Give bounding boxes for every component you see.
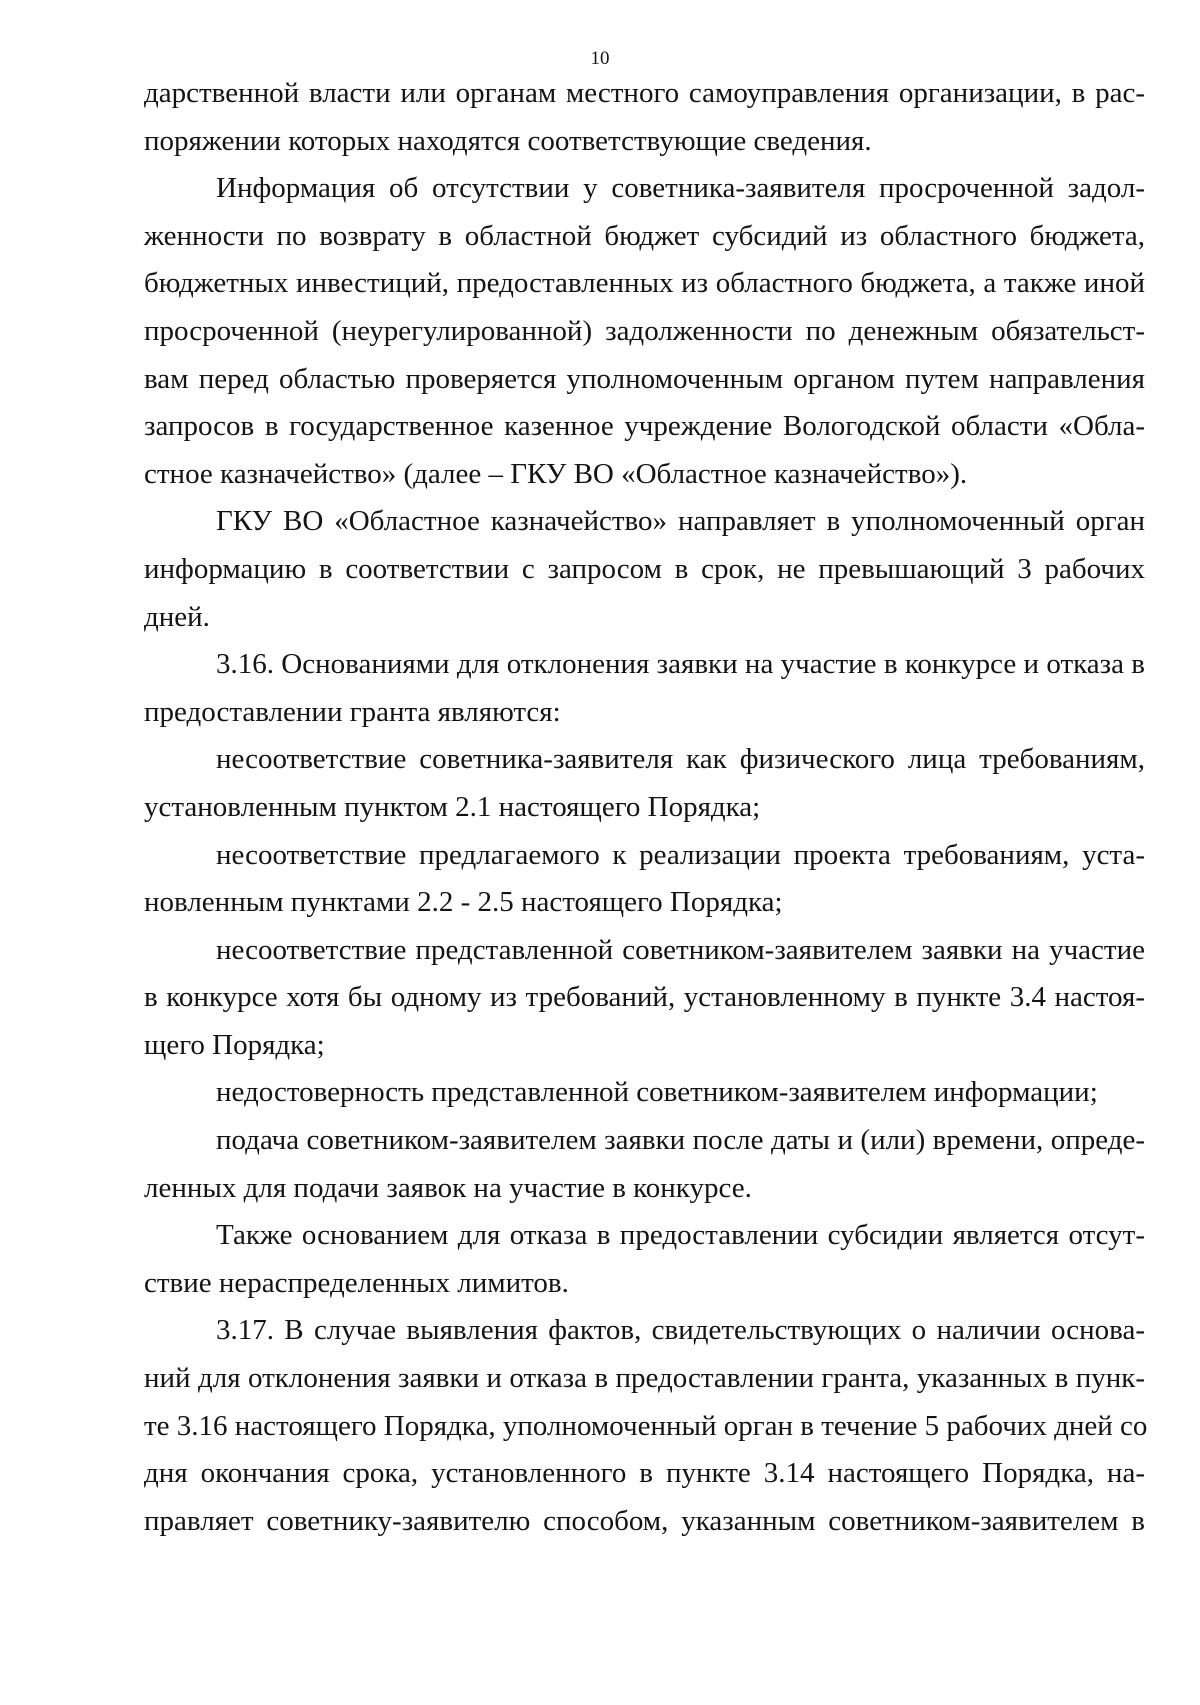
text-line: женности по возврату в областной бюджет субсидий из областного бюджета,: [144, 219, 1145, 252]
text-line: поряжении которых находятся соответствующие сведения.: [144, 124, 872, 157]
text-line: дня окончания срока, установленного в пункте 3.14 настоящего Порядка, на-: [144, 1457, 1145, 1490]
text-line: бюджетных инвестиций, предоставленных из областного бюджета, а также иной: [144, 267, 1145, 300]
text-line: 3.17. В случае выявления фактов, свидетельствующих о наличии основа-: [216, 1314, 1145, 1347]
text-line: ленных для подачи заявок на участие в конкурсе.: [144, 1171, 752, 1204]
text-line: несоответствие представленной советником-заявителем заявки на участие: [216, 933, 1145, 966]
text-line: дней.: [144, 600, 210, 633]
text-line: ГКУ ВО «Областное казначейство» направляет в уполномоченный орган: [216, 505, 1145, 538]
text-line: просроченной (неурегулированной) задолженности по денежным обязательст-: [144, 314, 1145, 347]
text-line: информацию в соответствии с запросом в срок, не превышающий 3 рабочих: [144, 552, 1145, 585]
text-line: подача советником-заявителем заявки после даты и (или) времени, опреде-: [216, 1124, 1145, 1157]
text-line: несоответствие советника-заявителя как физического лица требованиям,: [216, 743, 1145, 776]
text-line: ний для отклонения заявки и отказа в предоставлении гранта, указанных в пунк-: [144, 1362, 1145, 1395]
document-body: [144, 70, 1148, 1545]
text-line: дарственной власти или органам местного самоуправления организации, в рас-: [144, 77, 1145, 109]
text-line: Информация об отсутствии у советника-заявителя просроченной задол-: [216, 172, 1145, 205]
text-line: несоответствие предлагаемого к реализации проекта требованиям, уста-: [216, 838, 1145, 871]
text-line: ствие нераспределенных лимитов.: [144, 1266, 569, 1299]
text-line: Также основанием для отказа в предоставлении субсидии является отсут-: [216, 1219, 1145, 1252]
text-line: установленным пунктом 2.1 настоящего Порядка;: [144, 790, 761, 823]
text-line: недостоверность представленной советником-заявителем информации;: [216, 1076, 1098, 1109]
page-number: 10: [590, 48, 610, 69]
text-line: щего Порядка;: [144, 1028, 325, 1061]
text-line: вам перед областью проверяется уполномоченным органом путем направления: [144, 362, 1145, 395]
text-line: стное казначейство» (далее – ГКУ ВО «Областное казначейство»).: [144, 457, 968, 490]
text-line: предоставлении гранта являются:: [144, 695, 561, 728]
text-line: 3.16. Основаниями для отклонения заявки на участие в конкурсе и отказа в: [216, 648, 1145, 681]
text-line: правляет советнику-заявителю способом, указанным советником-заявителем в: [144, 1504, 1145, 1537]
text-line: новленным пунктами 2.2 - 2.5 настоящего Порядка;: [144, 886, 783, 919]
text-line: те 3.16 настоящего Порядка, уполномоченный орган в течение 5 рабочих дней со: [144, 1409, 1148, 1442]
text-line: запросов в государственное казенное учреждение Вологодской области «Обла-: [144, 410, 1145, 443]
text-line: в конкурсе хотя бы одному из требований, установленному в пункте 3.4 настоя-: [144, 981, 1145, 1014]
